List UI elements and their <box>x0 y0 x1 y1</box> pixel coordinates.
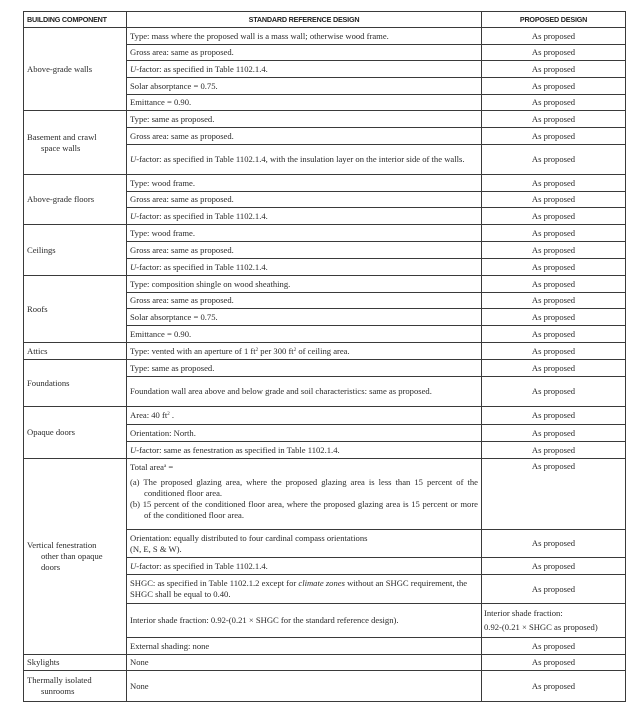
proposed-cell: As proposed <box>482 442 626 459</box>
proposed-cell: As proposed <box>482 459 626 530</box>
proposed-cell: As proposed <box>482 128 626 145</box>
standard-cell: Emittance = 0.90. <box>127 326 482 343</box>
proposed-cell: As proposed <box>482 208 626 225</box>
component-foundations: Foundations <box>24 360 127 407</box>
standard-reference-design-table <box>23 11 626 702</box>
component-ceilings: Ceilings <box>24 225 127 276</box>
standard-cell: None <box>127 671 482 702</box>
table-row <box>24 175 626 192</box>
proposed-cell: As proposed <box>482 28 626 45</box>
proposed-cell: As proposed <box>482 293 626 309</box>
standard-cell: None <box>127 655 482 671</box>
standard-cell: Type: wood frame. <box>127 175 482 192</box>
table-row <box>24 28 626 45</box>
ufactor-text: -factor: as specified in Table 1102.1.4. <box>136 63 268 74</box>
standard-cell: Gross area: same as proposed. <box>127 293 482 309</box>
proposed-cell: As proposed <box>482 175 626 192</box>
standard-cell: Orientation: North. <box>127 425 482 442</box>
component-above-grade-walls: Above-grade walls <box>24 28 127 111</box>
table-row <box>24 655 626 671</box>
standard-cell: U-factor: as specified in Table 1102.1.4. <box>127 558 482 575</box>
standard-cell: Interior shade fraction: 0.92-(0.21 × SHGC for the standard reference design). <box>127 604 482 638</box>
proposed-cell: As proposed <box>482 407 626 425</box>
proposed-cell: As proposed <box>482 575 626 604</box>
proposed-cell: As proposed <box>482 671 626 702</box>
proposed-cell: As proposed <box>482 638 626 655</box>
proposed-cell: As proposed <box>482 95 626 111</box>
standard-cell: Type: same as proposed. <box>127 360 482 377</box>
u-letter: U <box>130 210 137 221</box>
u-letter: U <box>130 261 137 272</box>
standard-cell: Orientation: equally distributed to four cardinal compass orientations (N, E, S & W). <box>127 530 482 558</box>
proposed-cell: As proposed <box>482 61 626 78</box>
component-above-grade-floors: Above-grade floors <box>24 175 127 225</box>
proposed-cell: As proposed <box>482 343 626 360</box>
standard-cell: U-factor: as specified in Table 1102.1.4, with the insulation layer on the interior side of the walls. <box>127 145 482 175</box>
proposed-cell: As proposed <box>482 78 626 95</box>
proposed-cell: As proposed <box>482 655 626 671</box>
table-row <box>24 360 626 377</box>
table-row <box>24 111 626 128</box>
proposed-cell: As proposed <box>482 530 626 558</box>
proposed-cell: As proposed <box>482 309 626 326</box>
component-opaque-doors: Opaque doors <box>24 407 127 459</box>
header-row <box>24 12 626 28</box>
header-standard-reference-design: STANDARD REFERENCE DESIGN <box>127 12 482 28</box>
standard-cell: U-factor: as specified in Table 1102.1.4. <box>127 259 482 276</box>
proposed-cell: As proposed <box>482 225 626 242</box>
standard-cell: Type: composition shingle on wood sheathing. <box>127 276 482 293</box>
standard-cell: External shading: none <box>127 638 482 655</box>
table-row <box>24 276 626 293</box>
standard-cell: Gross area: same as proposed. <box>127 242 482 259</box>
list-item: (b) 15 percent of the conditioned floor area, where the proposed glazing area is 15 percent or more of the conditioned floor area. <box>130 499 478 520</box>
table-row <box>24 343 626 360</box>
standard-cell: Emittance = 0.90. <box>127 95 482 111</box>
proposed-cell: As proposed <box>482 111 626 128</box>
proposed-cell: As proposed <box>482 360 626 377</box>
table-row <box>24 459 626 530</box>
table-row <box>24 225 626 242</box>
component-vertical-fenestration: Vertical fenestration other than opaque doors <box>24 459 127 655</box>
proposed-cell: As proposed <box>482 377 626 407</box>
u-letter: U <box>130 63 137 74</box>
standard-cell: Type: vented with an aperture of 1 $ft^2$ per 300 $ft^2$ of ceiling area. <box>127 343 482 360</box>
proposed-cell: As proposed <box>482 145 626 175</box>
table-row <box>24 671 626 702</box>
proposed-cell: As proposed <box>482 326 626 343</box>
standard-cell: Gross area: same as proposed. <box>127 128 482 145</box>
standard-cell: Type: mass where the proposed wall is a mass wall; otherwise wood frame. <box>127 28 482 45</box>
component-attics: Attics <box>24 343 127 360</box>
proposed-cell: As proposed <box>482 45 626 61</box>
proposed-cell: As proposed <box>482 425 626 442</box>
component-thermally-isolated-sunrooms: Thermally isolated sunrooms <box>24 671 127 702</box>
component-basement-walls: Basement and crawl space walls <box>24 111 127 175</box>
table-row <box>24 407 626 425</box>
list-item: (a) The proposed glazing area, where the proposed glazing area is less than 15 percent of the conditioned floor area. <box>130 477 478 498</box>
u-letter: U <box>130 154 137 164</box>
standard-cell: Solar absorptance = 0.75. <box>127 78 482 95</box>
standard-cell: Area: 40 $ft^2$ . <box>127 407 482 425</box>
standard-cell: U-factor: as specified in Table 1102.1.4. <box>127 208 482 225</box>
standard-cell: U-factor: same as fenestration as specified in Table 1102.1.4. <box>127 442 482 459</box>
standard-cell: Type: wood frame. <box>127 225 482 242</box>
proposed-cell: As proposed <box>482 192 626 208</box>
standard-cell: SHGC: as specified in Table 1102.1.2 except for climate zones without an SHGC requirement, the SHGC shall be equal to 0.40. <box>127 575 482 604</box>
standard-cell: Type: same as proposed. <box>127 111 482 128</box>
proposed-cell: Interior shade fraction: 0.92-(0.21 × SHGC as proposed) <box>482 604 626 638</box>
standard-cell: Total area$^a$ = (a) The proposed glazing area, where the proposed glazing area is less than 15 percent of the conditioned floor area. (b) 15 percent of the conditioned floor area, where the proposed glazing area is 15 percent or more of the conditioned floor area. <box>127 459 482 530</box>
header-building-component: BUILDING COMPONENT <box>24 12 127 28</box>
standard-cell: Solar absorptance = 0.75. <box>127 309 482 326</box>
proposed-cell: As proposed <box>482 259 626 276</box>
component-roofs: Roofs <box>24 276 127 343</box>
u-letter: U <box>130 444 137 455</box>
header-proposed-design: PROPOSED DESIGN <box>482 12 626 28</box>
u-letter: U <box>130 560 137 571</box>
proposed-cell: As proposed <box>482 558 626 575</box>
proposed-cell: As proposed <box>482 242 626 259</box>
standard-cell: Gross area: same as proposed. <box>127 192 482 208</box>
proposed-cell: As proposed <box>482 276 626 293</box>
component-skylights: Skylights <box>24 655 127 671</box>
standard-cell: Foundation wall area above and below grade and soil characteristics: same as proposed. <box>127 377 482 407</box>
standard-cell <box>127 61 482 78</box>
standard-cell: Gross area: same as proposed. <box>127 45 482 61</box>
